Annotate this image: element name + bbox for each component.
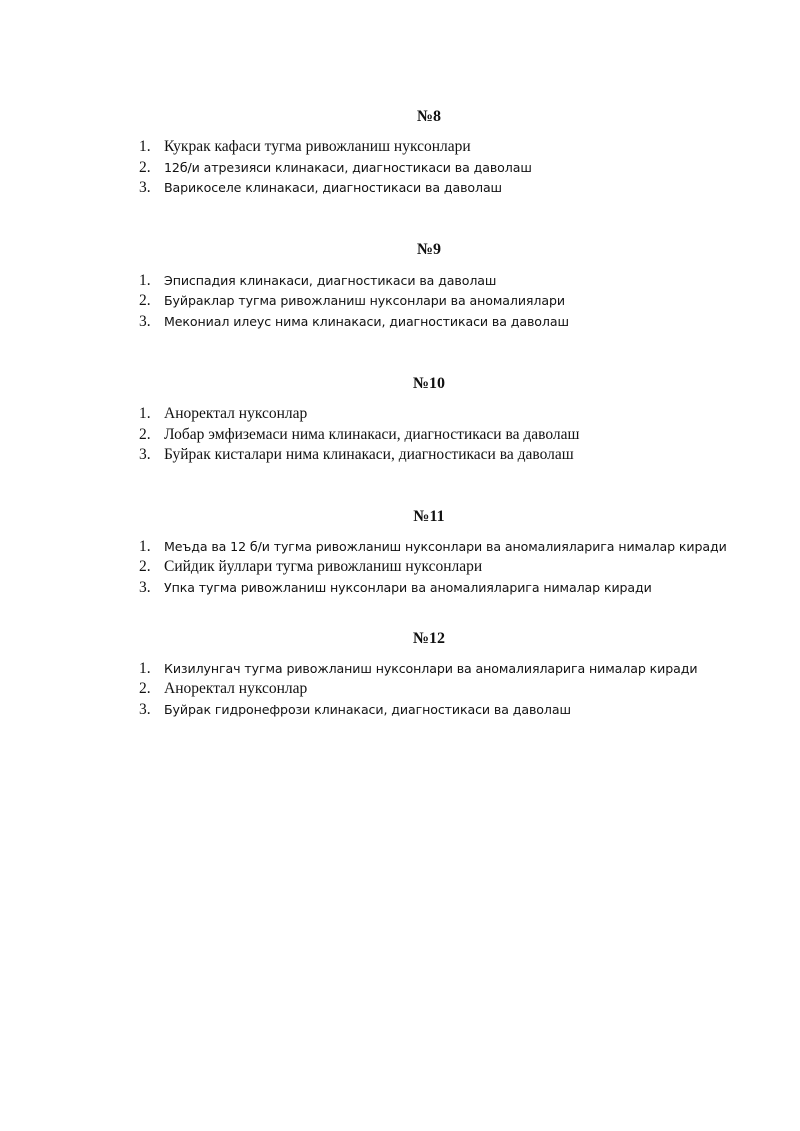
- section-heading: №11: [413, 508, 445, 525]
- item-text: Упка тугма ривожланиш нуксонлари ва аномалияларига нималар киради: [164, 580, 652, 595]
- item-number: 1.: [139, 660, 151, 677]
- item-number: 3.: [139, 179, 151, 196]
- item-number: 3.: [139, 579, 151, 596]
- item-text: Кизилунгач тугма ривожланиш нуксонлари ва аномалияларига нималар киради: [164, 661, 698, 676]
- section-heading: №10: [412, 375, 446, 392]
- item-text: Мекониал илеус нима клинакаси, диагностикаси ва даволаш: [164, 314, 569, 329]
- item-number: 2.: [139, 680, 151, 697]
- item-text: Сийдик йуллари тугма ривожланиш нуксонлари: [164, 558, 483, 575]
- item-number: 2.: [139, 426, 151, 443]
- item-text: Аноректал нуксонлар: [164, 680, 308, 697]
- section-heading: №8: [416, 108, 442, 125]
- item-text: Кукрак кафаси тугма ривожланиш нуксонлари: [164, 138, 471, 155]
- item-number: 1.: [139, 538, 151, 555]
- item-text: Варикоселе клинакаси, диагностикаси ва даволаш: [164, 180, 502, 195]
- item-number: 2.: [139, 292, 151, 309]
- item-text: Буйрак кисталари нима клинакаси, диагностикаси ва даволаш: [164, 446, 574, 463]
- item-text: Буйраклар тугма ривожланиш нуксонлари ва аномалиялари: [164, 293, 565, 308]
- item-text: 12б/и атрезияси клинакаси, диагностикаси ва даволаш: [164, 160, 532, 175]
- item-number: 1.: [139, 405, 151, 422]
- item-text: Лобар эмфиземаси нима клинакаси, диагностикаси ва даволаш: [164, 426, 580, 443]
- item-number: 2.: [139, 558, 151, 575]
- item-number: 3.: [139, 446, 151, 463]
- item-text: Буйрак гидронефрози клинакаси, диагностикаси ва даволаш: [164, 702, 571, 717]
- item-text: Аноректал нуксонлар: [164, 405, 308, 422]
- item-number: 1.: [139, 272, 151, 289]
- item-number: 3.: [139, 313, 151, 330]
- section-heading: №12: [412, 630, 446, 647]
- item-text: Меъда ва 12 б/и тугма ривожланиш нуксонлари ва аномалияларига нималар киради: [164, 539, 727, 554]
- item-text: Эписпадия клинакаси, диагностикаси ва даволаш: [164, 273, 497, 288]
- section-heading: №9: [416, 241, 442, 258]
- item-number: 3.: [139, 701, 151, 718]
- item-number: 2.: [139, 159, 151, 176]
- item-number: 1.: [139, 138, 151, 155]
